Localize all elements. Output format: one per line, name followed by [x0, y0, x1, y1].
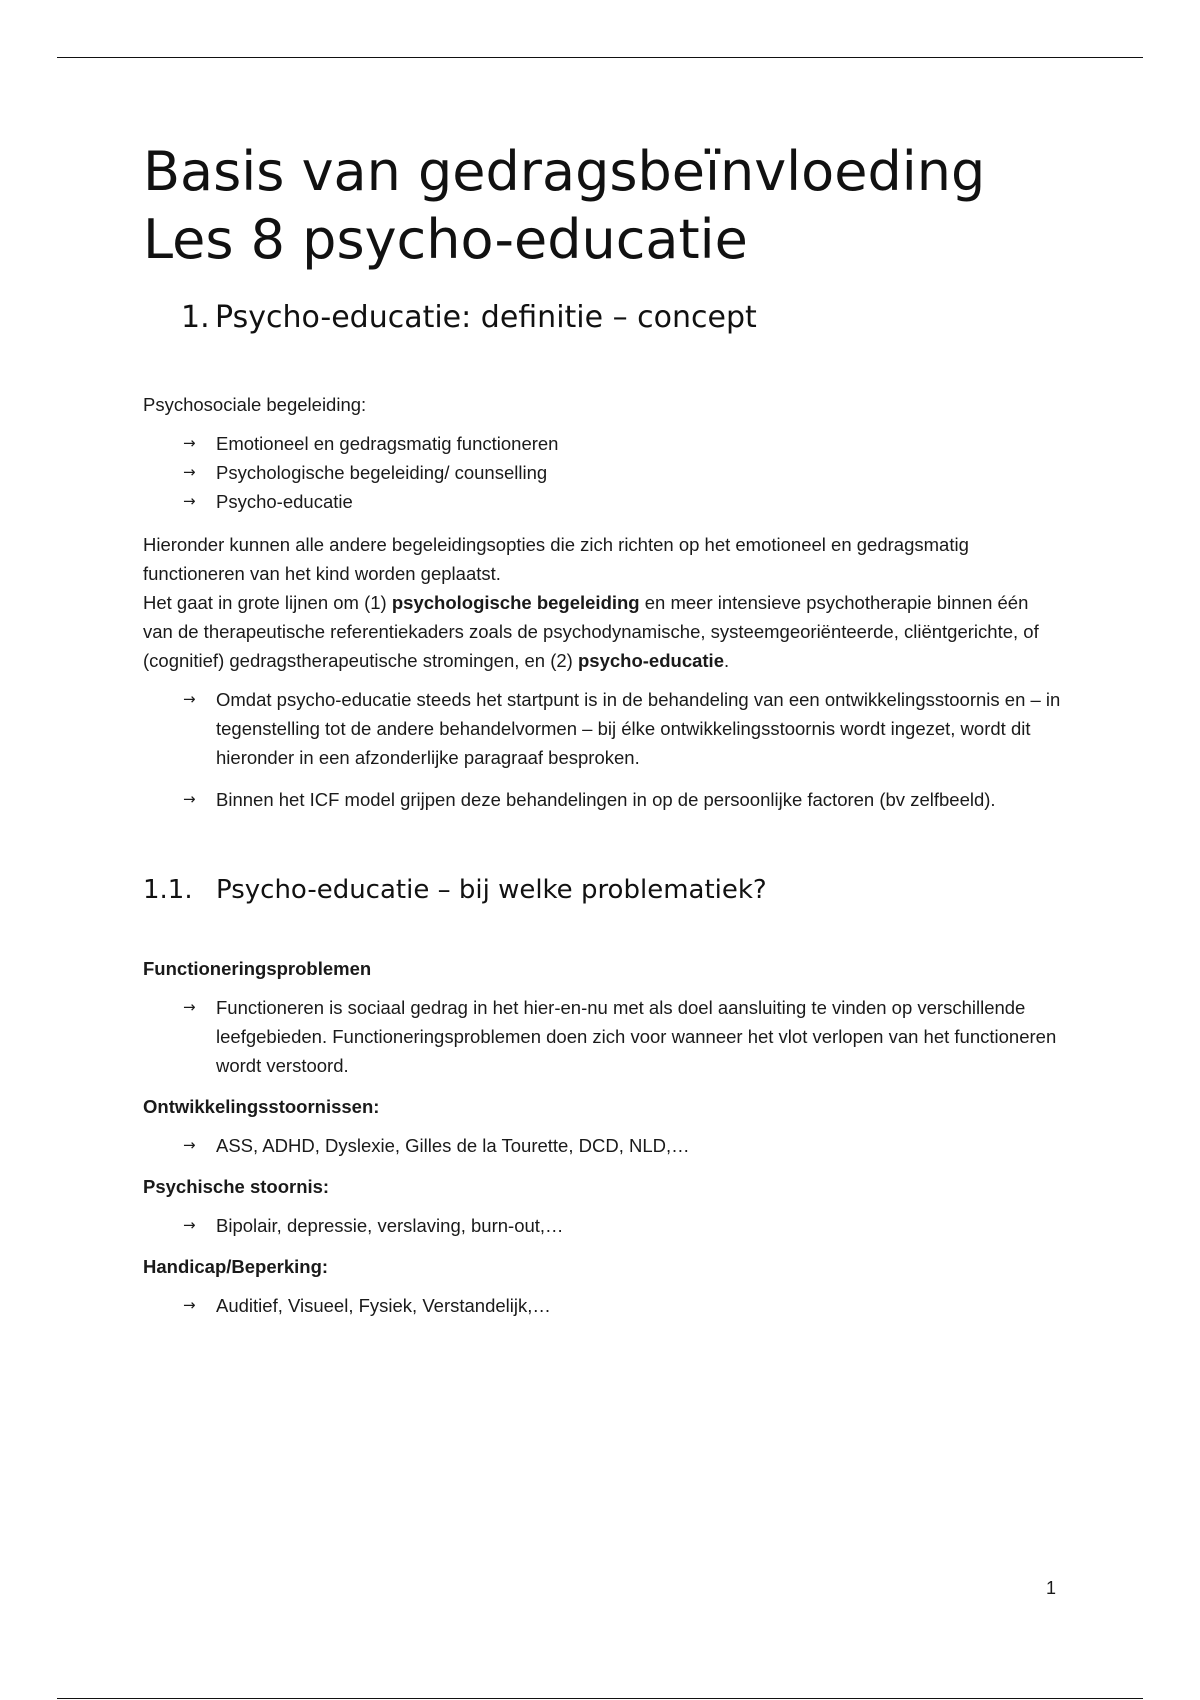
arrow-icon: → — [183, 1136, 196, 1154]
footer-rule — [57, 1698, 1143, 1699]
problem-label: Ontwikkelingsstoornissen: — [143, 1096, 380, 1117]
section-1-1-number: 1.1. — [143, 875, 193, 905]
paragraph-2: Het gaat in grote lijnen om (1) psychologische begeleiding en meer intensieve psychotherapie binnen één van de therapeutische referentiekaders zoals de psychodynamische, systeemgeoriënteerde, cliëntgerichte, of (cognitief) gedragstherapeutische stromingen, en (2) psycho-educatie. — [143, 592, 1039, 671]
section-1-1-title: Psycho-educatie – bij welke problematiek? — [216, 875, 767, 905]
document-title — [143, 138, 1063, 274]
list-item: → Auditief, Visueel, Fysiek, Verstandelijk,… — [143, 1291, 1063, 1320]
list-item: → Binnen het ICF model grijpen deze behandelingen in op de persoonlijke factoren (bv zelfbeeld). — [143, 785, 1063, 814]
arrow-icon: → — [183, 463, 196, 481]
arrow-icon: → — [183, 690, 196, 708]
section-1-1-heading — [143, 872, 1063, 908]
emphasis: psychologische begeleiding — [391, 592, 640, 613]
problem-list — [143, 1291, 1063, 1320]
problem-list — [143, 1131, 1063, 1160]
list-item: → Psycho-educatie — [143, 487, 1063, 516]
section-1-title: Psycho-educatie: definitie – concept — [215, 300, 757, 335]
emphasis: psycho-educatie — [578, 650, 724, 671]
header-rule — [57, 57, 1143, 58]
list-item: → ASS, ADHD, Dyslexie, Gilles de la Tourette, DCD, NLD,… — [143, 1131, 1063, 1160]
problem-label: Handicap/Beperking: — [143, 1256, 329, 1277]
list-item: → Psychologische begeleiding/ counselling — [143, 458, 1063, 487]
list-item: → Omdat psycho-educatie steeds het startpunt is in de behandeling van een ontwikkelingsstoornis en – in tegenstelling tot de andere behandelvormen – bij élke ontwikkelingsstoornis wordt ingezet, wordt dit hieronder in een afzonderlijke paragraaf besproken. — [143, 685, 1063, 772]
problem-list — [143, 993, 1063, 1080]
notes-list — [143, 685, 1063, 814]
list-item: → Bipolair, depressie, verslaving, burn-out,… — [143, 1211, 1063, 1240]
list-item: → Emotioneel en gedragsmatig functioneren — [143, 429, 1063, 458]
intro-label: Psychosociale begeleiding: — [143, 394, 367, 415]
arrow-icon: → — [183, 790, 196, 808]
paragraph-1: Hieronder kunnen alle andere begeleidingsopties die zich richten op het emotioneel en gedragsmatig functioneren van het kind worden geplaatst. — [143, 534, 969, 584]
arrow-icon: → — [183, 1296, 196, 1314]
arrow-icon: → — [183, 998, 196, 1016]
arrow-icon: → — [183, 1216, 196, 1234]
page-number: 1 — [1046, 1578, 1057, 1598]
problem-label: Psychische stoornis: — [143, 1176, 330, 1197]
document-body — [143, 138, 1063, 1320]
arrow-icon: → — [183, 434, 196, 452]
title-line-2: Les 8 psycho-educatie — [143, 208, 748, 271]
list-item: → Functioneren is sociaal gedrag in het hier-en-nu met als doel aansluiting te vinden op verschillende leefgebieden. Functioneringsproblemen doen zich voor wanneer het vlot verlopen van het functioneren wordt verstoord. — [143, 993, 1063, 1080]
arrow-icon: → — [183, 492, 196, 510]
intro-list — [143, 429, 1063, 516]
title-line-1: Basis van gedragsbeïnvloeding — [143, 140, 986, 203]
problem-list — [143, 1211, 1063, 1240]
problem-label: Functioneringsproblemen — [143, 958, 372, 979]
section-1-number: 1. — [181, 300, 210, 335]
section-1-heading — [181, 298, 1063, 338]
